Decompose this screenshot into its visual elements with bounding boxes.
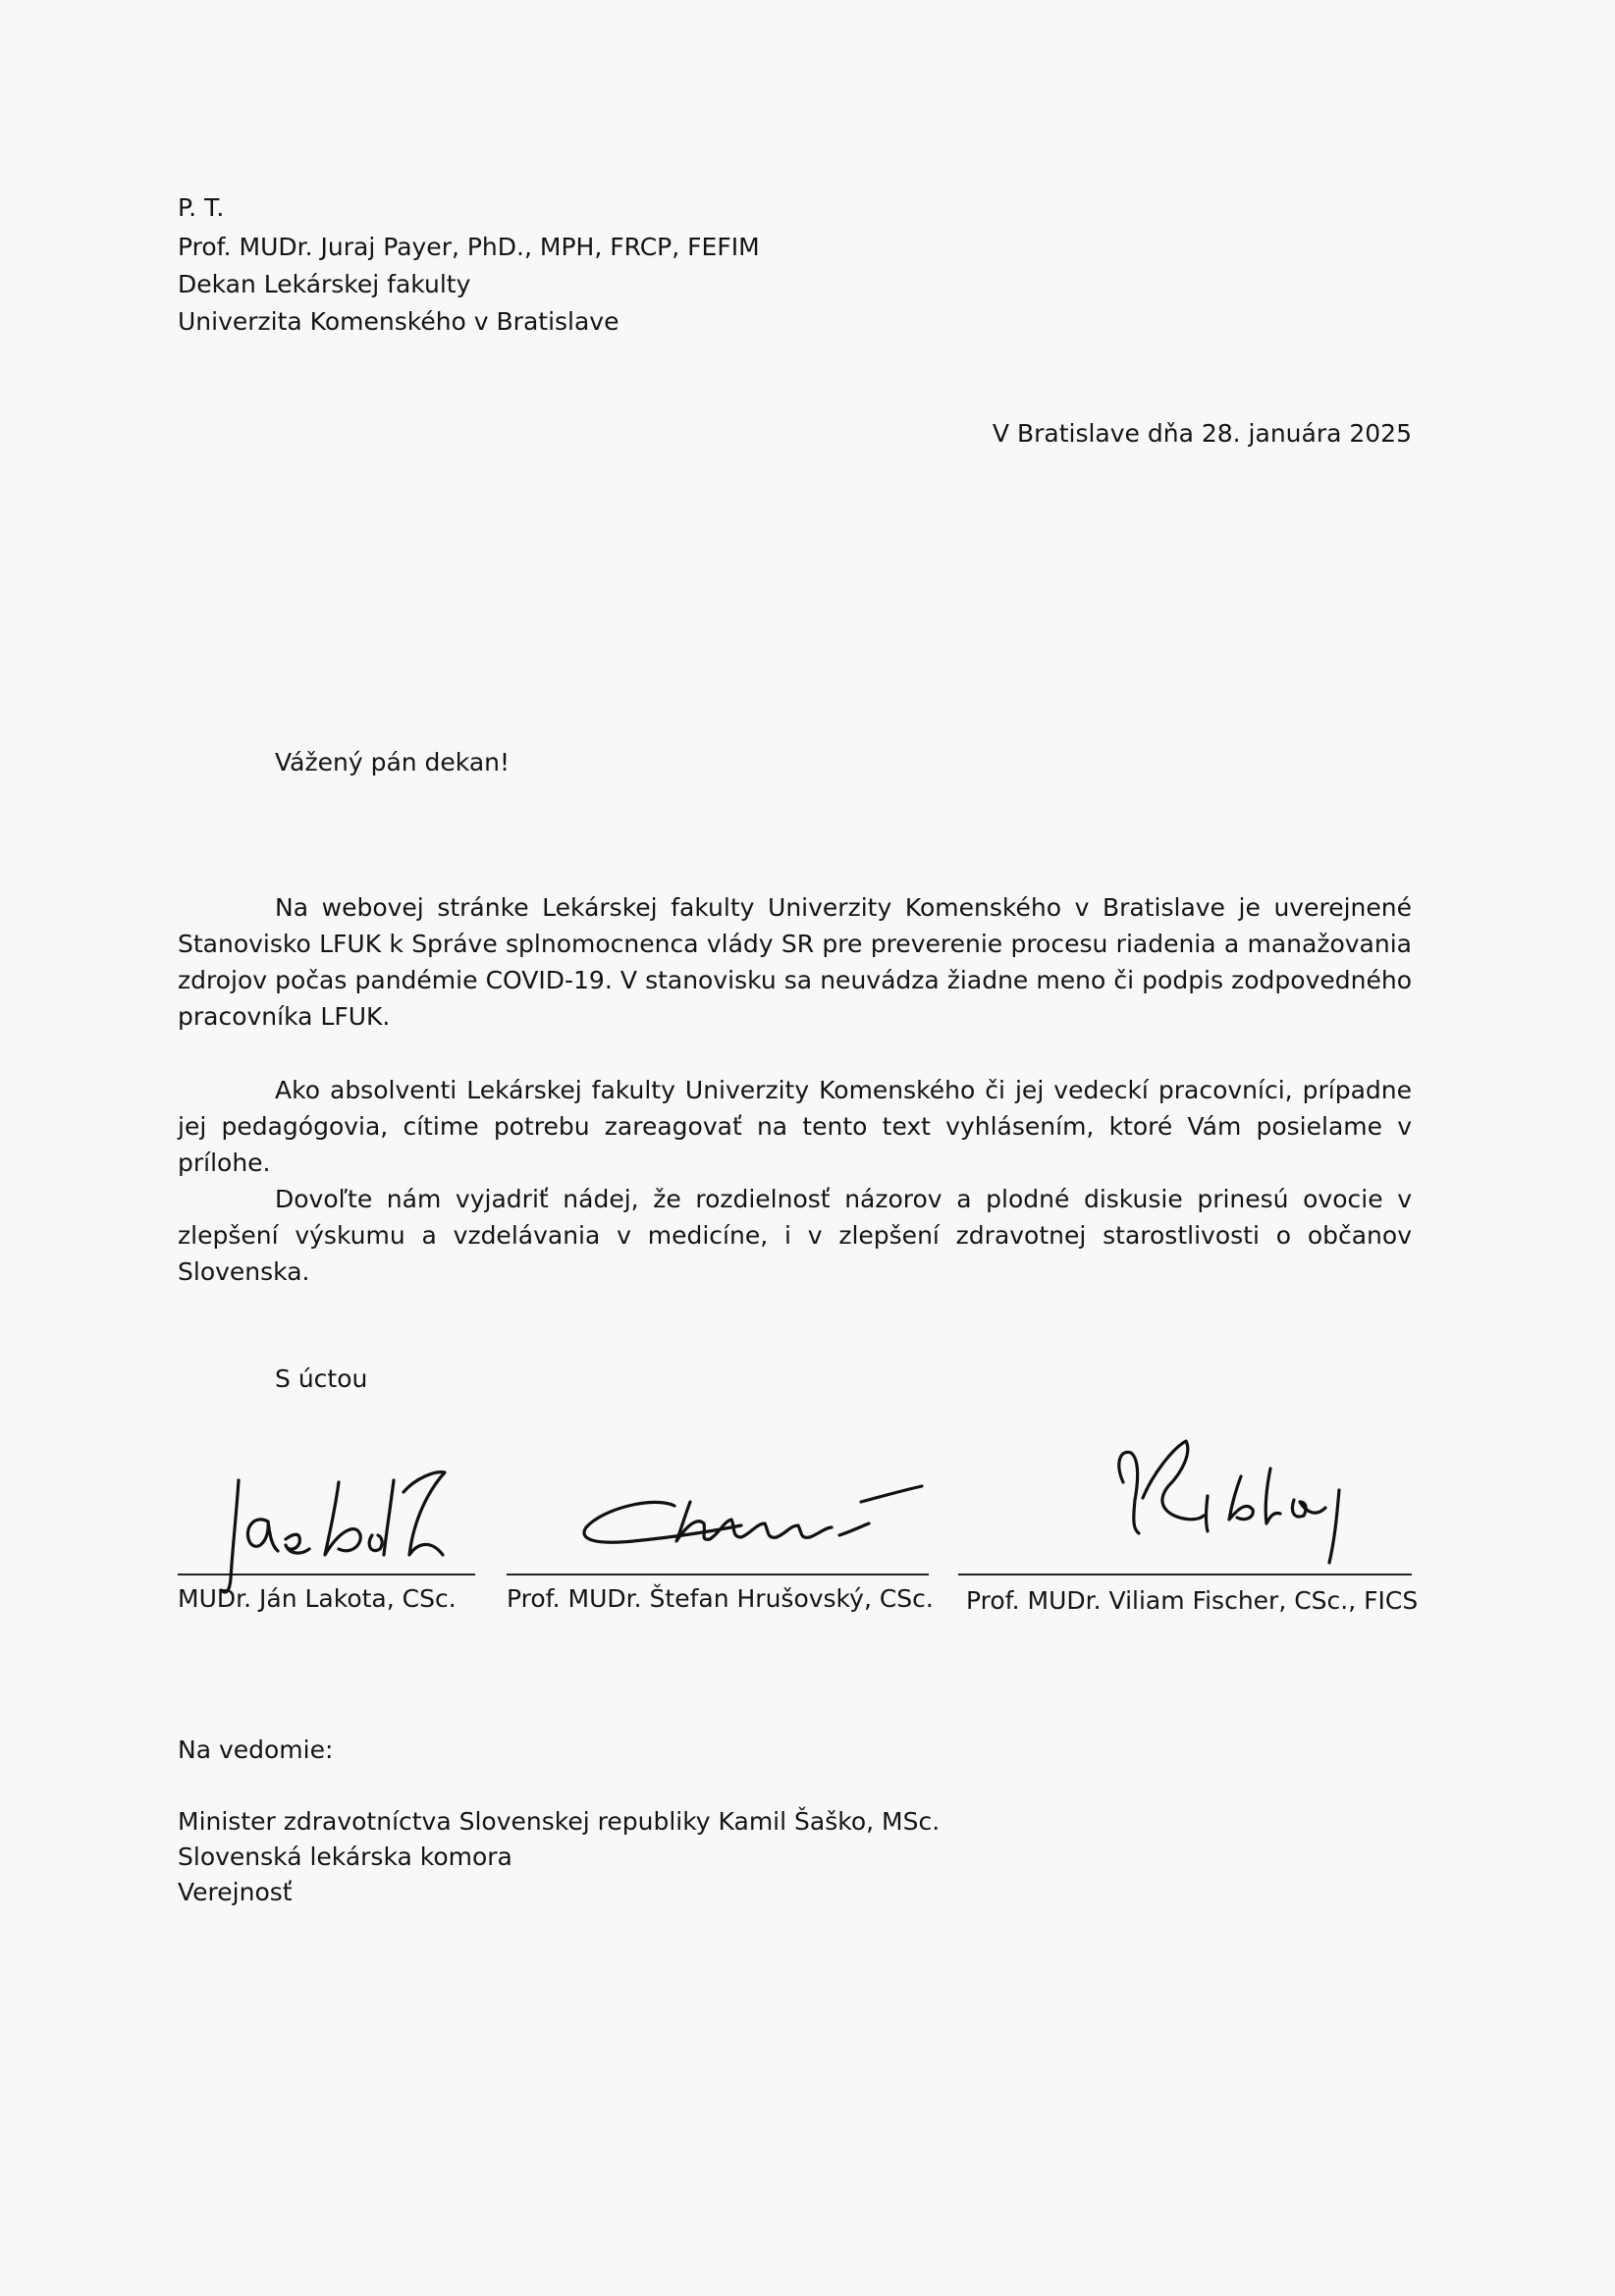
cc-item-3: Verejnosť bbox=[178, 1878, 293, 1906]
date-line: V Bratislave dňa 28. januára 2025 bbox=[992, 419, 1412, 448]
recipient-line-4: Univerzita Komenského v Bratislave bbox=[178, 307, 619, 336]
salutation: Vážený pán dekan! bbox=[275, 748, 511, 776]
signatory-name-2: Prof. MUDr. Štefan Hrušovský, CSc. bbox=[507, 1584, 934, 1613]
cc-item-1: Minister zdravotníctva Slovenskej republiky Kamil Šaško, MSc. bbox=[178, 1807, 941, 1836]
body-paragraph-1: Na webovej stránke Lekárskej fakulty Univerzity Komenského v Bratislave je uverejnené Stanovisko LFUK k Správe splnomocnenca vlády SR pre preverenie procesu riadenia a manažovania zdrojov počas pandémie COVID-19. V stanovisku sa neuvádza žiadne meno či podpis zodpovedného pracovníka LFUK. bbox=[178, 893, 1412, 1031]
cc-item-2: Slovenská lekárska komora bbox=[178, 1842, 512, 1871]
handwritten-signature-3 bbox=[1098, 1414, 1382, 1580]
signature-line-2 bbox=[507, 1574, 929, 1575]
signatory-name-1: MUDr. Ján Lakota, CSc. bbox=[178, 1584, 457, 1613]
recipient-line-3: Dekan Lekárskej fakulty bbox=[178, 270, 471, 298]
recipient-line-2: Prof. MUDr. Juraj Payer, PhD., MPH, FRCP, FEFIM bbox=[178, 233, 760, 261]
body-paragraph-3: Dovoľte nám vyjadriť nádej, že rozdielnosť názorov a plodné diskusie prinesú ovocie v zlepšení výskumu a vzdelávania v medicíne, i v zlepšení zdravotnej starostlivosti o občanov Slovenska. bbox=[178, 1185, 1412, 1286]
handwritten-signature-2 bbox=[574, 1463, 928, 1571]
signatory-name-3: Prof. MUDr. Viliam Fischer, CSc., FICS bbox=[966, 1586, 1419, 1615]
body-paragraph-2: Ako absolventi Lekárskej fakulty Univerzity Komenského či jej vedeckí pracovníci, prípadne jej pedagógovia, cítime potrebu zareagovať na tento text vyhlásením, ktoré Vám posielame v prílohe. bbox=[178, 1076, 1412, 1177]
cc-heading: Na vedomie: bbox=[178, 1735, 334, 1764]
closing: S úctou bbox=[275, 1364, 368, 1393]
recipient-line-1: P. T. bbox=[178, 193, 225, 222]
handwritten-signature-1 bbox=[191, 1453, 447, 1600]
